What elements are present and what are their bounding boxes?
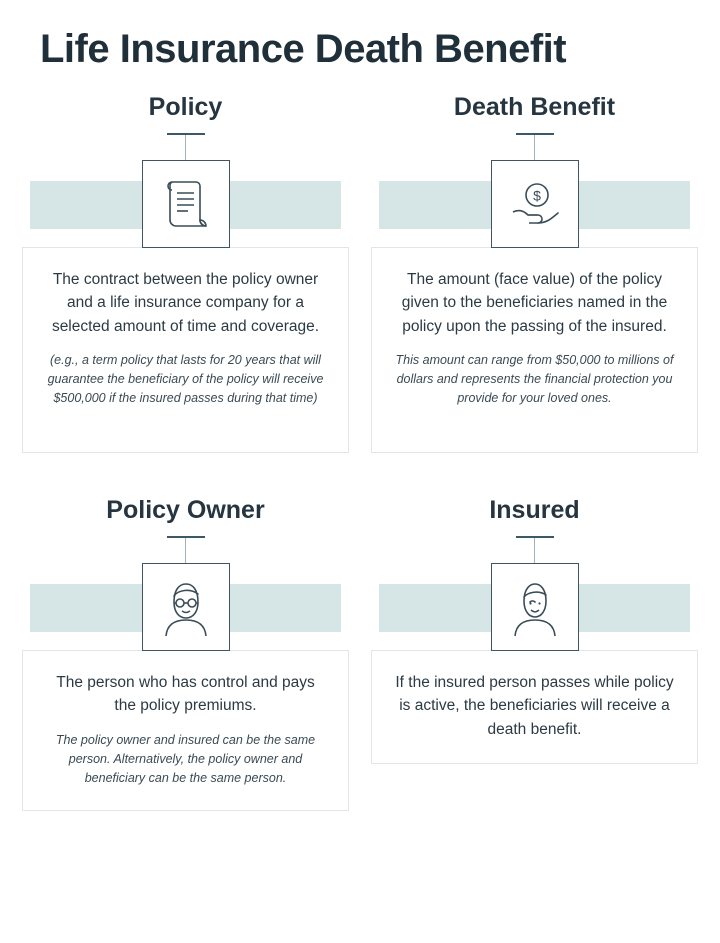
person-with-glasses-icon: [142, 563, 230, 651]
card-body: [22, 247, 349, 453]
card-secondary-text: This amount can range from $50,000 to millions of dollars and represents the financial protection you provide for your loved ones.: [395, 352, 674, 405]
icon-band: [371, 560, 698, 656]
card-title: Death Benefit: [453, 93, 616, 121]
card-body: [22, 650, 349, 811]
card-title: Insured: [489, 496, 580, 524]
svg-text:$: $: [532, 187, 541, 204]
person-icon: [491, 563, 579, 651]
card-secondary-text: (e.g., a term policy that lasts for 20 years that will guarantee the beneficiary of the policy will receive $500,000 if the insured passes during that time): [47, 352, 324, 405]
card-secondary-text: The policy owner and insured can be the same person. Alternatively, the policy owner and beneficiary can be the same person.: [55, 732, 316, 785]
icon-band: [371, 157, 698, 253]
card-body: [371, 650, 698, 764]
card-primary-text: If the insured person passes while policy is active, the beneficiaries will receive a death benefit.: [395, 674, 674, 738]
icon-band: [22, 560, 349, 656]
card-policy-owner: [22, 489, 349, 811]
icon-band: [22, 157, 349, 253]
card-title: Policy: [148, 93, 223, 121]
page-title: Life Insurance Death Benefit: [40, 27, 567, 71]
card-insured: [371, 489, 698, 811]
card-primary-text: The person who has control and pays the policy premiums.: [56, 674, 315, 715]
cards-grid: [22, 86, 698, 811]
card-title: Policy Owner: [106, 496, 265, 524]
card-body: [371, 247, 698, 453]
card-death-benefit: [371, 86, 698, 453]
card-primary-text: The contract between the policy owner and a life insurance company for a selected amount of time and coverage.: [51, 271, 320, 335]
card-primary-text: The amount (face value) of the policy given to the beneficiaries named in the policy upon the passing of the insured.: [401, 271, 668, 335]
card-policy: [22, 86, 349, 453]
hand-holding-dollar-coin-icon: [491, 160, 579, 248]
scroll-document-icon: [142, 160, 230, 248]
